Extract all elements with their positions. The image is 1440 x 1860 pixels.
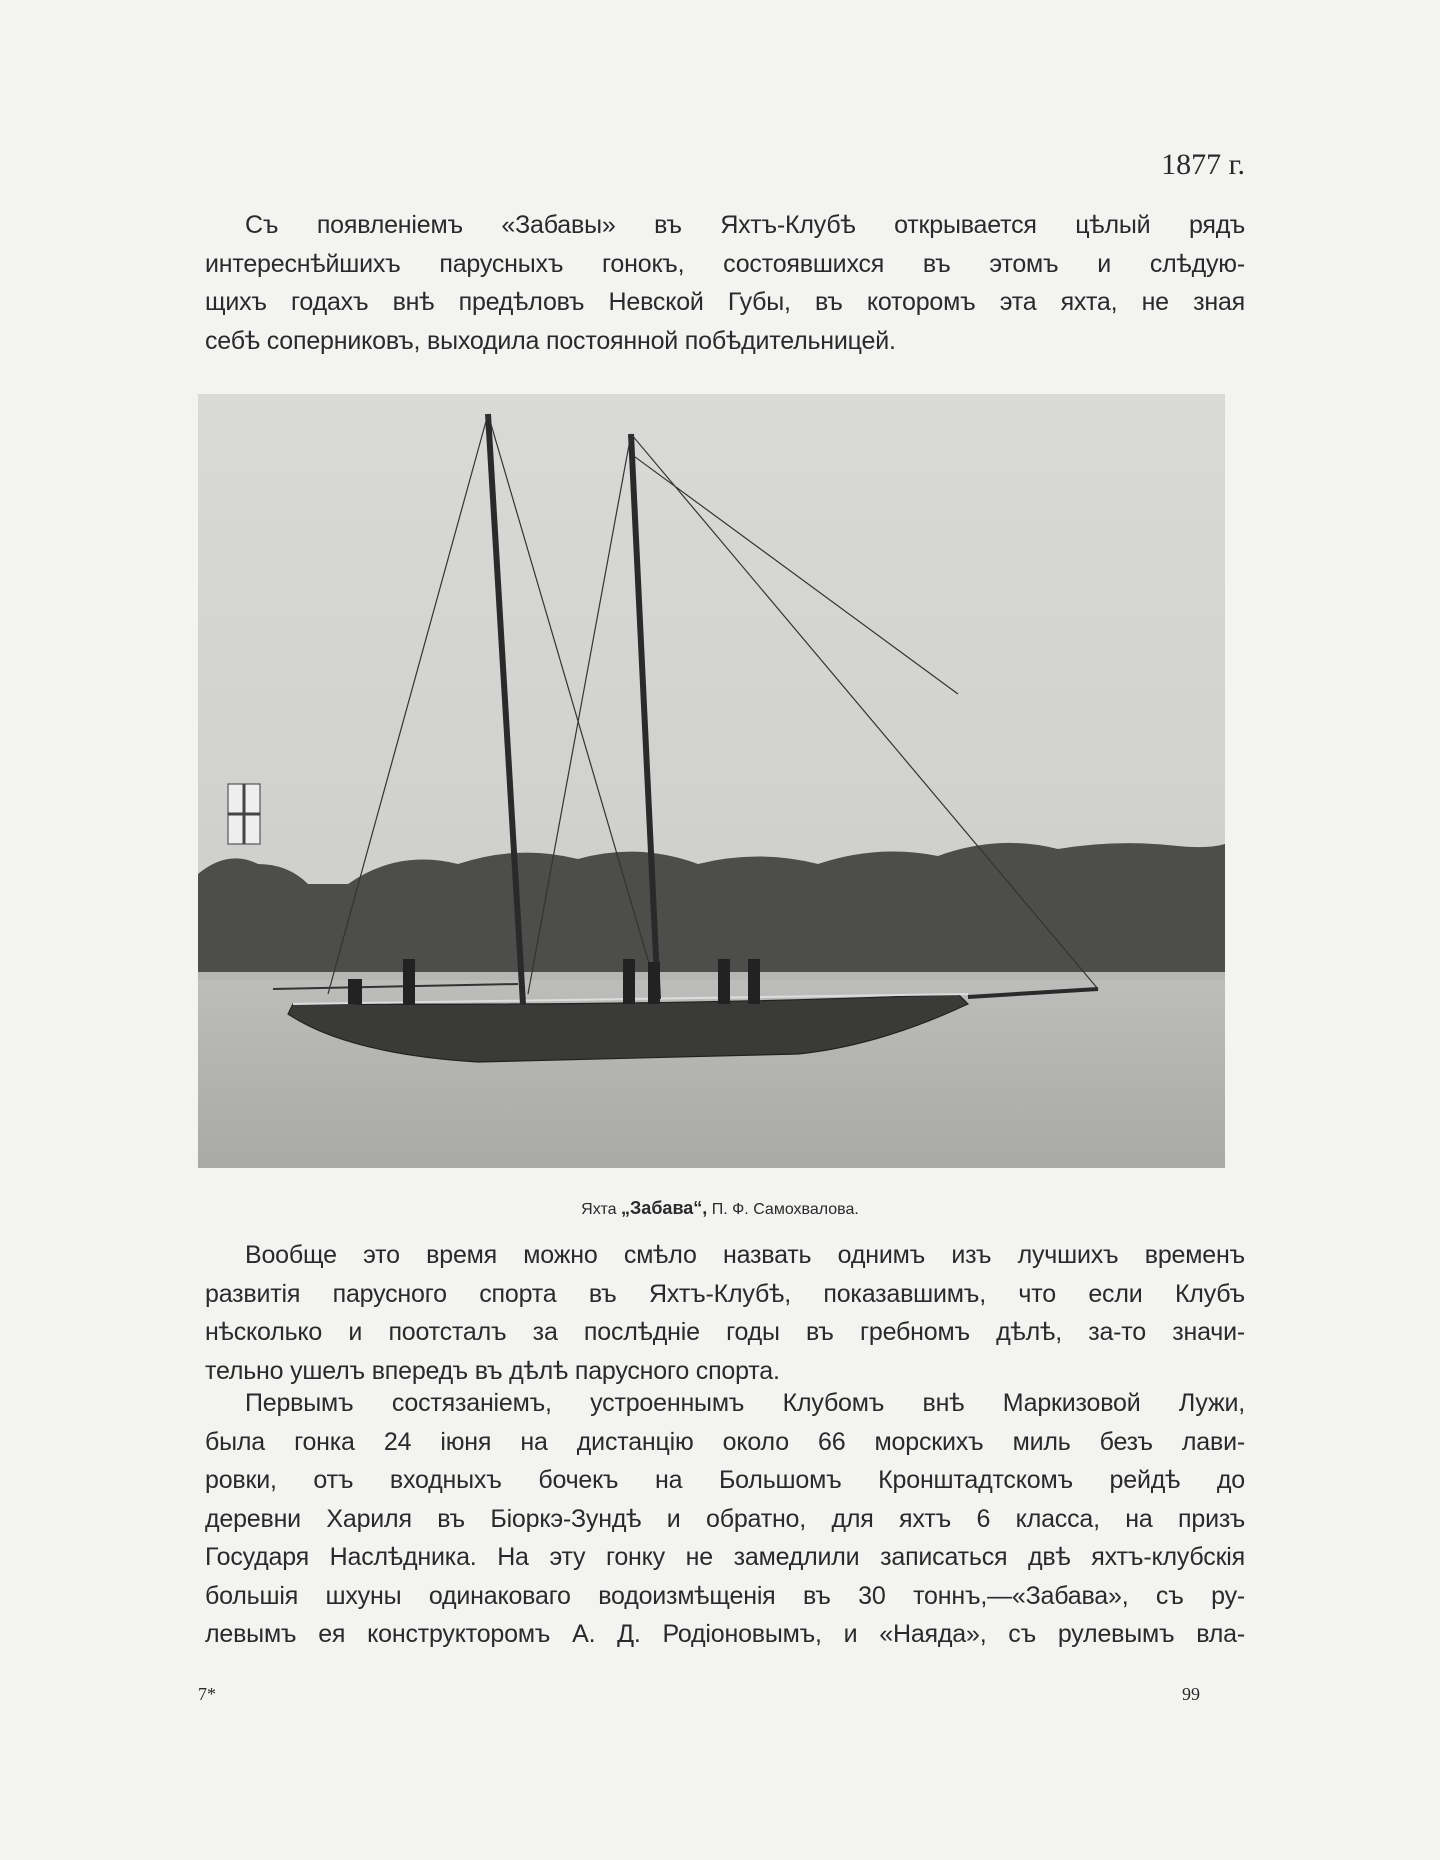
text-line: деревни Хариля въ Біоркэ-Зундѣ и обратно, для яхтъ 6 класса, на призъ [205, 1504, 1245, 1533]
text-line: ровки, отъ входныхъ бочекъ на Большомъ Кронштадтскомъ рейдѣ до [205, 1466, 1245, 1494]
yacht-photograph [198, 394, 1225, 1168]
text-line: себѣ соперниковъ, выходила постоянной побѣдительницей. [205, 326, 896, 355]
signature-mark: 7* [198, 1684, 216, 1704]
caption-prefix: Яхта [581, 1201, 622, 1218]
text-line: нѣсколько и поотсталъ за послѣдніе годы въ гребномъ дѣлѣ, за-то значи- [205, 1318, 1245, 1346]
page-year-header: 1877 г. [1161, 148, 1245, 181]
caption-yacht-name: „Забава“, [621, 1198, 708, 1218]
text-line: щихъ годахъ внѣ предѣловъ Невской Губы, въ которомъ эта яхта, не зная [205, 288, 1245, 316]
text-line: Вообще это время можно смѣло назвать однимъ изъ лучшихъ временъ [245, 1241, 1245, 1269]
page-number: 99 [1182, 1684, 1200, 1704]
text-line: Съ появленіемъ «Забавы» въ Яхтъ-Клубѣ открывается цѣлый рядъ [245, 211, 1245, 239]
text-line: была гонка 24 іюня на дистанцію около 66 морскихъ миль безъ лави- [205, 1427, 1245, 1456]
paragraph-2 [205, 1236, 1245, 1390]
figure-caption [0, 1198, 1440, 1219]
text-line: левымъ ея конструкторомъ А. Д. Родіоновымъ, и «Наяда», съ рулевымъ вла- [205, 1620, 1245, 1648]
text-line: большія шхуны одинаковаго водоизмѣщенія въ 30 тоннъ,—«Забава», съ ру- [205, 1581, 1245, 1610]
text-line: развитія парусного спорта въ Яхтъ-Клубѣ, показавшимъ, что если Клубъ [205, 1279, 1245, 1308]
text-line: интереснѣйшихъ парусныхъ гонокъ, состоявшихся въ этомъ и слѣдую- [205, 249, 1245, 278]
text-line: Первымъ состязаніемъ, устроеннымъ Клубомъ внѣ Маркизовой Лужи, [245, 1389, 1245, 1417]
paragraph-1 [205, 206, 1245, 360]
text-line: тельно ушелъ впередъ въ дѣлѣ парусного спорта. [205, 1356, 780, 1385]
paragraph-3 [205, 1384, 1245, 1654]
caption-owner: П. Ф. Самохвалова. [707, 1201, 859, 1218]
text-line: Государя Наслѣдника. На эту гонку не замедлили записаться двѣ яхтъ-клубскія [205, 1543, 1245, 1571]
